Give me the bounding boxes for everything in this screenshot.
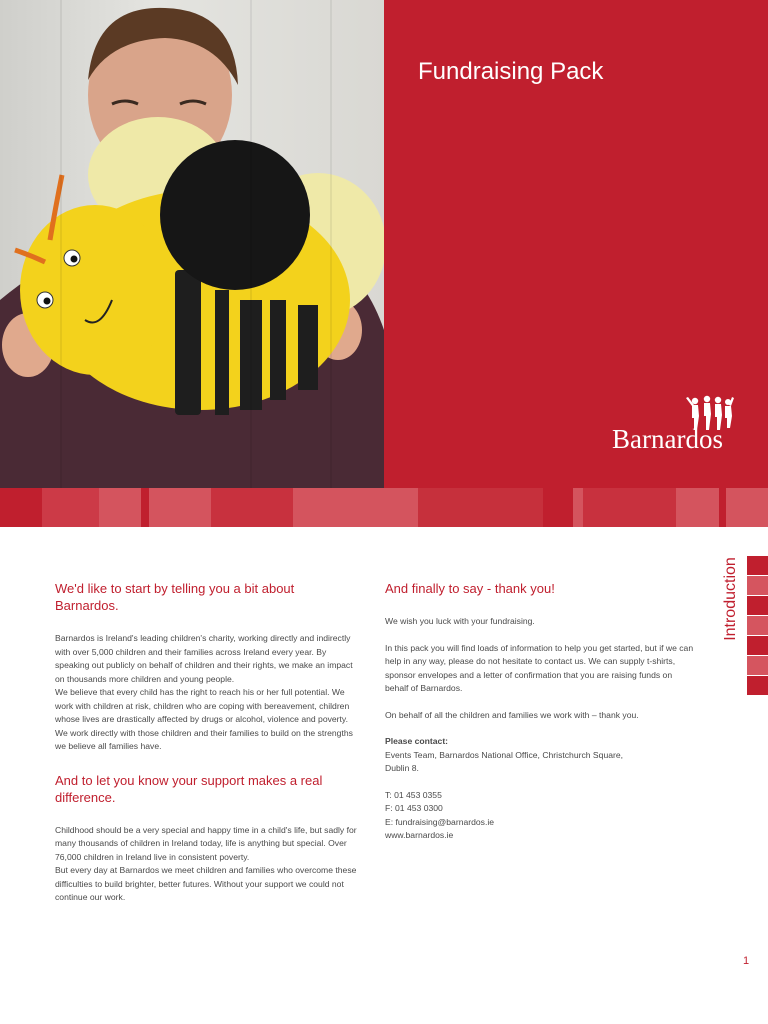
address-line-1: Events Team, Barnardos National Office, Christchurch Square, <box>385 749 624 760</box>
support-paragraph-1: Childhood should be a very special and happy time in a child's life, but sadly for many thousands of children in Ireland today, life is anything but special. Over 76,000 children in Ireland live in consistent poverty. <box>55 824 357 862</box>
decorative-band <box>0 488 768 527</box>
section-heading-support: And to let you know your support makes a real difference. <box>55 772 323 805</box>
website-link: www.barnardos.ie <box>385 830 454 840</box>
left-column <box>55 580 360 905</box>
barnardos-logo-wordmark: Barnardos <box>612 424 723 454</box>
about-paragraph-2: We believe that every child has the right to reach his or her full potential. We work with children at risk, children who are coping with bereavement, children whose lives are drastically affected by drugs or alcohol, violence and poverty. We work directly with those children and their families to build on the strengths we believe all families have. <box>55 687 353 751</box>
cover-photo <box>0 0 384 488</box>
fax-number: F: 01 453 0300 <box>385 803 443 813</box>
thank-you-paragraph-3: On behalf of all the children and families we work with – thank you. <box>385 709 639 720</box>
phone-number: T: 01 453 0355 <box>385 789 442 800</box>
thank-you-paragraph-2: In this pack you will find loads of information to help you get started, but if we can help in any way, please do not hesitate to contact us. We can supply t-shirts, sponsor envelopes and a letter of confirmation that you are raising funds on behalf of Barnardos. <box>385 642 694 693</box>
support-paragraph-2: But every day at Barnardos we meet children and families who overcome these difficulties to build brighter, better futures. Without your support we could not continue our work. <box>55 865 357 902</box>
child-with-bee-illustration <box>0 0 384 488</box>
right-column <box>385 580 695 843</box>
thank-you-paragraph-1: We wish you luck with your fundraising. <box>385 616 535 626</box>
address-line-2: Dublin 8. <box>385 763 419 773</box>
section-heading-thank-you: And finally to say - thank you! <box>385 581 555 596</box>
email-address: E: fundraising@barnardos.ie <box>385 816 495 827</box>
section-tab-markers <box>747 556 768 696</box>
section-tab-introduction <box>720 555 742 643</box>
section-heading-about: We'd like to start by telling you a bit about Barnardos. <box>55 581 295 613</box>
page-number: 1 <box>743 955 750 967</box>
contact-label: Please contact: <box>385 736 449 746</box>
page-title: Fundraising Pack <box>418 58 604 85</box>
about-paragraph-1: Barnardos is Ireland's leading children's charity, working directly and indirectly with over 5,000 children and their families across Ireland every year. By speaking out publicly on behalf of children and their rights, we make an impact on thousands more children and young people. <box>55 633 353 684</box>
section-tab-label: Introduction <box>722 557 739 641</box>
